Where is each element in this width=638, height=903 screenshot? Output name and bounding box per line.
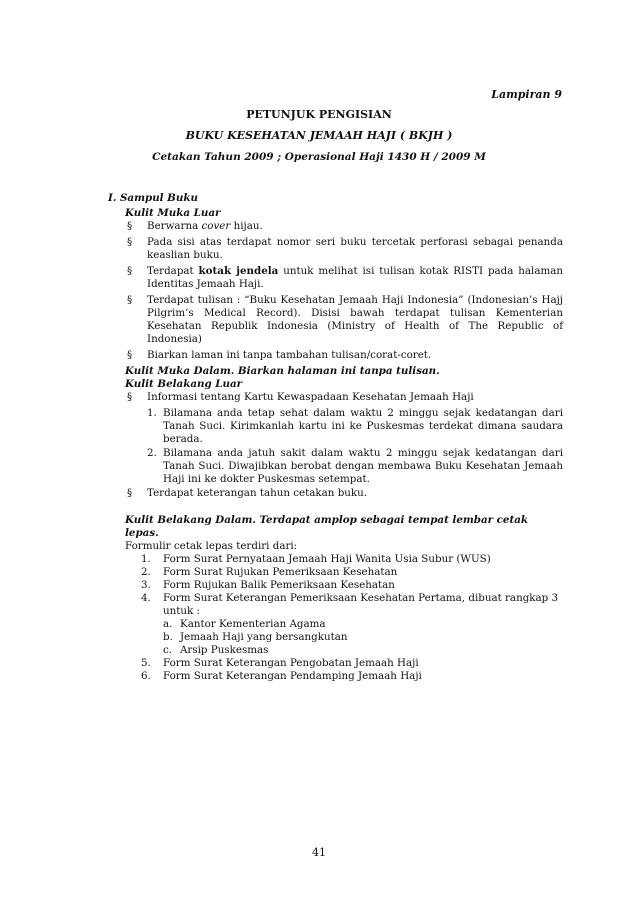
- list-item: [163, 618, 563, 631]
- item-text: untuk melihat isi tulisan kotak RISTI pada halaman Identitas Jemaah Haji.: [147, 265, 563, 290]
- list-item: [125, 553, 563, 566]
- list-item: [125, 579, 563, 592]
- item-text: Bilamana anda tetap sehat dalam waktu 2 minggu sejak kedatangan dari Tanah Suci. Kirimkanlah kartu ini ke Puskesmas terdekat dimana saudara berada.: [163, 407, 563, 445]
- list-item: [125, 294, 563, 346]
- document-title: PETUNJUK PENGISIAN: [246, 108, 392, 121]
- item-text-bold: kotak jendela: [198, 265, 279, 277]
- list-item: [125, 670, 563, 683]
- item-text: Terdapat tulisan : “Buku Kesehatan Jemaah Haji Indonesia” (Indonesian’s Hajj Pilgrim’s Medical Record). Disisi bawah terdapat tulisan Kementerian Kesehatan Republik Indonesia (Ministry of Health of The Republic of Indonesia): [147, 294, 563, 345]
- bullet-marker: §: [127, 265, 133, 277]
- item-text: Form Surat Pernyataan Jemaah Haji Wanita Usia Subur (WUS): [163, 553, 491, 565]
- item-number: 1.: [147, 407, 157, 419]
- sub-list: [163, 618, 563, 657]
- item-text: hijau.: [230, 220, 263, 232]
- item-number: 5.: [141, 657, 151, 669]
- list-item: [125, 391, 563, 404]
- bullet-marker: §: [127, 294, 133, 306]
- subheading-kulit-muka-luar: Kulit Muka Luar: [125, 207, 221, 219]
- bullet-marker: §: [127, 487, 133, 499]
- item-number: 3.: [141, 579, 151, 591]
- item-number: 1.: [141, 553, 151, 565]
- subheading-kulit-belakang-dalam: Kulit Belakang Dalam. Terdapat amplop sebagai tempat lembar cetak lepas.: [125, 514, 529, 539]
- item-text: Form Surat Keterangan Pengobatan Jemaah Haji: [163, 657, 419, 669]
- list-item: [125, 236, 563, 262]
- item-number: 2.: [141, 566, 151, 578]
- list-item: [125, 592, 563, 657]
- bullet-list: [125, 220, 563, 362]
- list-item: [125, 349, 563, 362]
- item-number: 4.: [141, 592, 151, 604]
- document-subtitle: BUKU KESEHATAN JEMAAH HAJI ( BKJH ): [185, 129, 453, 142]
- item-number: 6.: [141, 670, 151, 682]
- item-letter: b.: [163, 631, 173, 643]
- item-text: Form Surat Rujukan Pemeriksaan Kesehatan: [163, 566, 398, 578]
- item-text: Pada sisi atas terdapat nomor seri buku tercetak perforasi sebagai penanda keaslian buku.: [147, 236, 563, 261]
- list-item: [147, 407, 563, 446]
- item-text: Arsip Puskesmas: [180, 644, 269, 656]
- list-item: [163, 644, 563, 657]
- list-item: [125, 220, 563, 233]
- item-text-italic: cover: [201, 220, 231, 232]
- item-number: 2.: [147, 447, 157, 459]
- bullet-marker: §: [127, 391, 133, 403]
- item-text: Form Surat Keterangan Pendamping Jemaah Haji: [163, 670, 422, 682]
- bullet-list: [125, 391, 563, 404]
- forms-intro: Formulir cetak lepas terdiri dari:: [125, 540, 298, 552]
- list-item: [163, 631, 563, 644]
- item-text: Bilamana anda jatuh sakit dalam waktu 2 minggu sejak kedatangan dari Tanah Suci. Diwajibkan berobat dengan membawa Buku Kesehatan Jemaah Haji ini ke dokter Puskesmas setempat.: [163, 447, 563, 485]
- bullet-marker: §: [127, 349, 133, 361]
- item-letter: a.: [163, 618, 173, 630]
- list-item: [125, 487, 563, 500]
- section-heading: I. Sampul Buku: [108, 192, 198, 204]
- subheading-kulit-belakang-luar: Kulit Belakang Luar: [125, 378, 243, 390]
- item-text: Biarkan laman ini tanpa tambahan tulisan/corat-coret.: [147, 349, 432, 361]
- list-item: [125, 566, 563, 579]
- item-text: Berwarna: [147, 220, 202, 232]
- list-item: [147, 447, 563, 486]
- item-text: Jemaah Haji yang bersangkutan: [180, 631, 348, 643]
- item-text: Form Surat Keterangan Pemeriksaan Kesehatan Pertama, dibuat rangkap 3 untuk :: [163, 592, 559, 617]
- page-number: 41: [312, 846, 326, 859]
- item-text: Terdapat keterangan tahun cetakan buku.: [147, 487, 368, 499]
- item-text: Terdapat: [147, 265, 199, 277]
- bullet-list: [125, 487, 563, 500]
- item-letter: c.: [163, 644, 173, 656]
- list-item: [125, 657, 563, 670]
- list-item: [125, 265, 563, 291]
- numbered-list: [147, 407, 563, 486]
- forms-list: [125, 553, 563, 683]
- attachment-label: Lampiran 9: [491, 88, 562, 101]
- bullet-marker: §: [127, 220, 133, 232]
- subheading-kulit-muka-dalam: Kulit Muka Dalam. Biarkan halaman ini tanpa tulisan.: [125, 365, 440, 377]
- item-text: Kantor Kementerian Agama: [180, 618, 326, 630]
- bullet-marker: §: [127, 236, 133, 248]
- item-text: Form Rujukan Balik Pemeriksaan Kesehatan: [163, 579, 395, 591]
- document-body: [108, 192, 563, 683]
- item-text: Informasi tentang Kartu Kewaspadaan Kesehatan Jemaah Haji: [147, 391, 474, 403]
- edition-line: Cetakan Tahun 2009 ; Operasional Haji 1430 H / 2009 M: [152, 151, 486, 163]
